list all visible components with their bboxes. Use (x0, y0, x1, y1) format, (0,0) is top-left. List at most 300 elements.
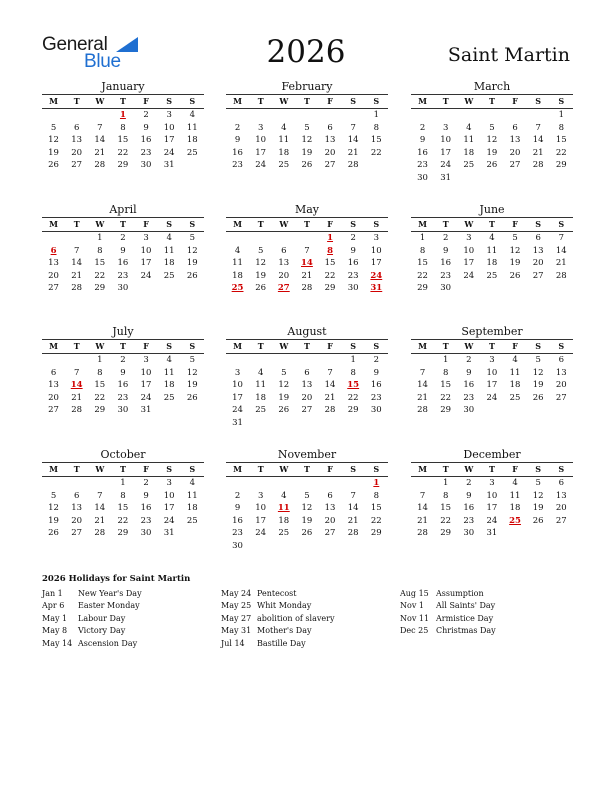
empty-day-cell (249, 109, 272, 122)
day-cell: 14 (94, 135, 106, 146)
day-cell: 26 (255, 283, 267, 294)
empty-day-cell (249, 540, 272, 553)
day-cell: 23 (140, 515, 152, 526)
empty-day-cell (226, 109, 249, 122)
day-cell: 15 (440, 380, 452, 391)
month-name: April (109, 203, 137, 216)
weekday-label: F (143, 219, 149, 229)
day-cell: 13 (324, 503, 336, 514)
holiday-name: Armistice Day (436, 613, 494, 623)
holiday-day-cell: 11 (277, 503, 290, 514)
day-cell: 25 (278, 160, 290, 171)
day-cell: 15 (117, 503, 129, 514)
day-cell: 9 (120, 245, 126, 256)
day-cell: 10 (463, 245, 475, 256)
holiday-day-cell: 8 (327, 245, 334, 256)
weekday-label: S (535, 96, 542, 106)
day-cell: 19 (486, 147, 498, 158)
weekday-label: T (257, 96, 264, 106)
week-row (411, 172, 573, 185)
empty-day-cell (65, 109, 88, 122)
day-cell: 31 (140, 405, 152, 416)
weekday-label: M (418, 341, 427, 351)
day-cell: 16 (463, 380, 475, 391)
day-cell: 18 (186, 503, 198, 514)
empty-day-cell (319, 354, 342, 367)
day-cell: 6 (73, 490, 80, 501)
day-cell: 6 (558, 478, 565, 488)
day-cell: 28 (94, 160, 106, 171)
day-cell: 17 (163, 135, 175, 146)
day-cell: 22 (440, 515, 452, 526)
week-row (411, 232, 573, 245)
holiday-date: Apr 6 (42, 601, 65, 611)
day-cell: 20 (301, 392, 313, 403)
day-cell: 26 (301, 160, 313, 171)
weekday-label: M (49, 341, 58, 351)
day-cell: 12 (509, 245, 521, 256)
day-cell: 15 (117, 135, 129, 146)
week-row (42, 282, 204, 295)
empty-day-cell (365, 417, 388, 430)
holiday-name: abolition of slavery (257, 613, 335, 623)
week-row (226, 122, 388, 135)
day-cell: 12 (532, 367, 544, 378)
holiday-date: May 24 (221, 589, 252, 598)
day-cell: 31 (163, 160, 175, 171)
day-cell: 14 (94, 503, 106, 514)
day-cell: 15 (370, 135, 382, 146)
week-row (42, 270, 204, 283)
day-cell: 16 (117, 258, 129, 269)
weekday-label: M (233, 464, 242, 474)
day-cell: 12 (255, 258, 267, 269)
empty-day-cell (319, 109, 342, 122)
week-row (226, 515, 388, 528)
day-cell: 5 (189, 233, 196, 243)
week-row (226, 257, 388, 270)
empty-day-cell (457, 109, 480, 122)
day-cell: 18 (163, 380, 175, 391)
day-cell: 8 (350, 367, 356, 378)
day-cell: 6 (327, 122, 333, 133)
empty-day-cell (550, 282, 573, 295)
empty-day-cell (42, 477, 65, 490)
day-cell: 23 (370, 392, 382, 403)
day-cell: 23 (463, 392, 475, 403)
day-cell: 25 (163, 270, 175, 281)
empty-day-cell (272, 540, 295, 553)
day-cell: 4 (189, 110, 196, 120)
empty-day-cell (181, 159, 204, 172)
week-row (42, 134, 204, 147)
day-cell: 15 (440, 503, 452, 514)
day-cell: 29 (117, 528, 129, 539)
holiday-day-cell: 1 (373, 478, 380, 488)
month-2 (226, 79, 388, 172)
holiday-item (42, 638, 142, 650)
day-cell: 22 (440, 392, 452, 403)
weekday-label: F (512, 464, 518, 474)
day-cell: 17 (255, 515, 267, 526)
weekday-label: T (119, 464, 126, 474)
weekday-label: M (418, 219, 427, 229)
day-cell: 21 (347, 515, 359, 526)
weekday-label: T (73, 464, 80, 474)
weekday-label: F (327, 464, 333, 474)
week-row (42, 502, 204, 515)
day-cell: 6 (512, 122, 518, 133)
holiday-item (400, 613, 496, 625)
weekday-label: W (279, 96, 289, 106)
day-cell: 30 (463, 405, 475, 416)
day-cell: 24 (140, 392, 152, 403)
day-cell: 15 (555, 135, 567, 146)
weekday-label: T (442, 341, 449, 351)
day-cell: 3 (166, 478, 172, 488)
day-cell: 6 (558, 355, 565, 365)
day-cell: 18 (486, 258, 498, 269)
holiday-name: Pentecost (257, 589, 297, 598)
weekday-header (226, 463, 388, 477)
empty-day-cell (42, 109, 65, 122)
day-cell: 14 (555, 245, 567, 256)
weekday-label: M (418, 96, 427, 106)
day-cell: 29 (555, 160, 567, 171)
day-cell: 7 (558, 233, 565, 243)
day-cell: 13 (71, 503, 83, 514)
day-cell: 15 (370, 503, 382, 514)
holiday-item (221, 638, 334, 650)
day-cell: 23 (140, 147, 152, 158)
day-cell: 6 (50, 367, 57, 378)
day-cell: 20 (555, 380, 567, 391)
weekday-label: W (95, 219, 105, 229)
day-cell: 19 (186, 380, 198, 391)
day-cell: 8 (97, 367, 103, 378)
day-cell: 5 (304, 122, 310, 133)
day-cell: 26 (301, 528, 313, 539)
holiday-item (42, 613, 142, 625)
weekday-header (411, 95, 573, 109)
day-cell: 21 (94, 147, 106, 158)
holiday-date: Nov 11 (400, 613, 430, 623)
day-cell: 18 (278, 515, 290, 526)
day-cell: 17 (140, 380, 152, 391)
week-row (226, 270, 388, 283)
holiday-column (221, 588, 334, 650)
empty-day-cell (504, 404, 527, 417)
day-cell: 8 (442, 367, 449, 378)
day-cell: 13 (324, 135, 336, 146)
day-cell: 12 (186, 367, 198, 378)
week-row (42, 379, 204, 392)
day-cell: 27 (324, 528, 336, 539)
day-cell: 17 (486, 503, 498, 514)
day-cell: 27 (301, 405, 313, 416)
empty-day-cell (550, 404, 573, 417)
empty-day-cell (342, 109, 365, 122)
week-row (226, 502, 388, 515)
week-row (411, 392, 573, 405)
holiday-day-cell: 1 (119, 110, 126, 120)
week-row (411, 404, 573, 417)
week-row (42, 392, 204, 405)
day-cell: 22 (370, 147, 382, 158)
day-cell: 14 (347, 135, 359, 146)
empty-day-cell (411, 477, 434, 490)
weekday-label: F (512, 341, 518, 351)
weekday-label: S (558, 219, 565, 229)
month-grid (42, 339, 204, 417)
holiday-day-cell: 1 (327, 233, 334, 243)
day-cell: 4 (512, 355, 518, 365)
day-cell: 14 (324, 380, 336, 391)
day-cell: 5 (50, 122, 57, 133)
day-cell: 28 (555, 270, 567, 281)
weekday-header (226, 340, 388, 354)
week-row (411, 367, 573, 380)
weekday-label: T (488, 96, 495, 106)
day-cell: 16 (440, 258, 452, 269)
empty-day-cell (295, 232, 318, 245)
weekday-label: W (464, 219, 474, 229)
empty-day-cell (42, 354, 65, 367)
day-cell: 3 (489, 478, 495, 488)
day-cell: 18 (278, 147, 290, 158)
empty-day-cell (411, 109, 434, 122)
day-cell: 27 (555, 392, 567, 403)
day-cell: 7 (97, 490, 103, 501)
weekday-label: T (73, 96, 80, 106)
day-cell: 18 (186, 135, 198, 146)
week-row (411, 245, 573, 258)
day-cell: 4 (166, 233, 172, 243)
month-grid (411, 462, 573, 540)
day-cell: 30 (463, 528, 475, 539)
empty-day-cell (272, 477, 295, 490)
week-row (411, 515, 573, 528)
day-cell: 23 (417, 160, 428, 171)
day-cell: 20 (509, 147, 521, 158)
day-cell: 18 (163, 258, 175, 269)
day-cell: 4 (466, 122, 472, 133)
empty-day-cell (181, 404, 204, 417)
day-cell: 12 (48, 135, 59, 146)
day-cell: 21 (94, 515, 106, 526)
empty-day-cell (365, 540, 388, 553)
day-cell: 3 (234, 367, 241, 378)
holiday-column (42, 588, 142, 650)
day-cell: 13 (48, 258, 59, 269)
week-row (411, 527, 573, 540)
weekday-label: S (350, 96, 357, 106)
week-row (42, 527, 204, 540)
day-cell: 5 (535, 355, 541, 365)
weekday-label: F (327, 96, 333, 106)
empty-day-cell (181, 527, 204, 540)
day-cell: 2 (373, 355, 380, 365)
day-cell: 9 (120, 367, 126, 378)
day-cell: 7 (419, 367, 426, 378)
holiday-item (221, 613, 334, 625)
weekday-label: W (464, 96, 474, 106)
day-cell: 11 (255, 380, 267, 391)
weekday-header (411, 340, 573, 354)
day-cell: 22 (94, 392, 106, 403)
month-3 (411, 79, 573, 185)
day-cell: 26 (486, 160, 498, 171)
week-row (226, 417, 388, 430)
week-row (226, 490, 388, 503)
holiday-name: Christmas Day (436, 626, 496, 636)
day-cell: 12 (486, 135, 498, 146)
holiday-day-cell: 14 (70, 380, 83, 391)
day-cell: 20 (324, 147, 336, 158)
holiday-name: Labour Day (78, 613, 126, 623)
day-cell: 16 (232, 147, 243, 158)
weekday-label: W (279, 464, 289, 474)
day-cell: 11 (278, 135, 290, 146)
day-cell: 23 (440, 270, 452, 281)
day-cell: 10 (255, 503, 267, 514)
empty-day-cell (295, 354, 318, 367)
day-cell: 29 (347, 405, 359, 416)
day-cell: 27 (555, 515, 567, 526)
day-cell: 24 (255, 528, 267, 539)
day-cell: 10 (486, 490, 498, 501)
week-row (226, 477, 388, 490)
day-cell: 29 (417, 283, 428, 294)
weekday-label: S (373, 464, 380, 474)
day-cell: 7 (535, 122, 541, 133)
weekday-header (42, 218, 204, 232)
empty-day-cell (295, 109, 318, 122)
week-row (411, 159, 573, 172)
day-cell: 18 (509, 503, 521, 514)
day-cell: 4 (166, 355, 172, 365)
holidays-title: 2026 Holidays for Saint Martin (42, 574, 191, 584)
day-cell: 17 (232, 392, 243, 403)
holiday-date: Nov 1 (400, 601, 424, 611)
week-row (42, 257, 204, 270)
day-cell: 26 (186, 392, 198, 403)
empty-day-cell (319, 417, 342, 430)
day-cell: 12 (278, 380, 290, 391)
weekday-label: T (488, 341, 495, 351)
day-cell: 29 (94, 405, 106, 416)
empty-day-cell (65, 354, 88, 367)
day-cell: 26 (186, 270, 198, 281)
weekday-label: T (119, 341, 126, 351)
holiday-name: Ascension Day (78, 638, 138, 648)
month-grid (226, 339, 388, 430)
day-cell: 25 (278, 528, 290, 539)
weekday-label: T (442, 219, 449, 229)
week-row (42, 159, 204, 172)
week-row (42, 122, 204, 135)
month-10 (42, 447, 204, 540)
day-cell: 12 (48, 503, 59, 514)
holiday-column (400, 588, 496, 638)
weekday-label: T (303, 96, 310, 106)
month-8 (226, 324, 388, 430)
day-cell: 7 (304, 245, 310, 256)
day-cell: 7 (419, 490, 426, 501)
empty-day-cell (527, 282, 550, 295)
holiday-date: May 25 (221, 601, 252, 611)
day-cell: 24 (140, 270, 152, 281)
week-row (226, 540, 388, 553)
day-cell: 13 (48, 380, 59, 391)
weekday-header (42, 463, 204, 477)
day-cell: 31 (440, 172, 452, 183)
holiday-item (400, 625, 496, 637)
day-cell: 29 (440, 528, 452, 539)
day-cell: 24 (255, 160, 267, 171)
empty-day-cell (226, 232, 249, 245)
day-cell: 13 (71, 135, 83, 146)
weekday-label: S (373, 341, 380, 351)
empty-day-cell (226, 477, 249, 490)
holiday-item (42, 625, 142, 637)
day-cell: 11 (509, 490, 521, 501)
day-cell: 13 (509, 135, 521, 146)
empty-day-cell (249, 354, 272, 367)
day-cell: 2 (143, 478, 149, 488)
day-cell: 9 (373, 367, 380, 378)
day-cell: 29 (370, 528, 382, 539)
day-cell: 8 (120, 122, 126, 133)
empty-day-cell (342, 477, 365, 490)
empty-day-cell (527, 527, 550, 540)
day-cell: 1 (558, 110, 565, 120)
empty-day-cell (272, 354, 295, 367)
day-cell: 11 (509, 367, 521, 378)
day-cell: 22 (117, 515, 129, 526)
weekday-label: T (73, 219, 80, 229)
week-row (42, 404, 204, 417)
holiday-date: Dec 25 (400, 626, 429, 636)
empty-day-cell (527, 404, 550, 417)
weekday-label: S (373, 96, 380, 106)
day-cell: 26 (278, 405, 290, 416)
day-cell: 18 (463, 147, 475, 158)
day-cell: 17 (163, 503, 175, 514)
holiday-name: Mother's Day (257, 626, 312, 636)
logo-blue-text: Blue (84, 51, 121, 72)
month-5 (226, 202, 388, 295)
holiday-name: New Year's Day (78, 589, 142, 598)
week-row (226, 282, 388, 295)
weekday-label: T (442, 96, 449, 106)
weekday-label: T (303, 219, 310, 229)
empty-day-cell (249, 417, 272, 430)
day-cell: 25 (463, 160, 475, 171)
day-cell: 3 (373, 233, 380, 243)
holiday-item (221, 588, 334, 600)
day-cell: 28 (417, 405, 428, 416)
week-row (411, 147, 573, 160)
week-row (411, 122, 573, 135)
month-name: July (112, 325, 134, 338)
empty-day-cell (88, 477, 111, 490)
day-cell: 8 (373, 490, 380, 501)
day-cell: 1 (373, 110, 380, 120)
day-cell: 9 (419, 135, 426, 146)
day-cell: 21 (555, 258, 567, 269)
empty-day-cell (504, 282, 527, 295)
